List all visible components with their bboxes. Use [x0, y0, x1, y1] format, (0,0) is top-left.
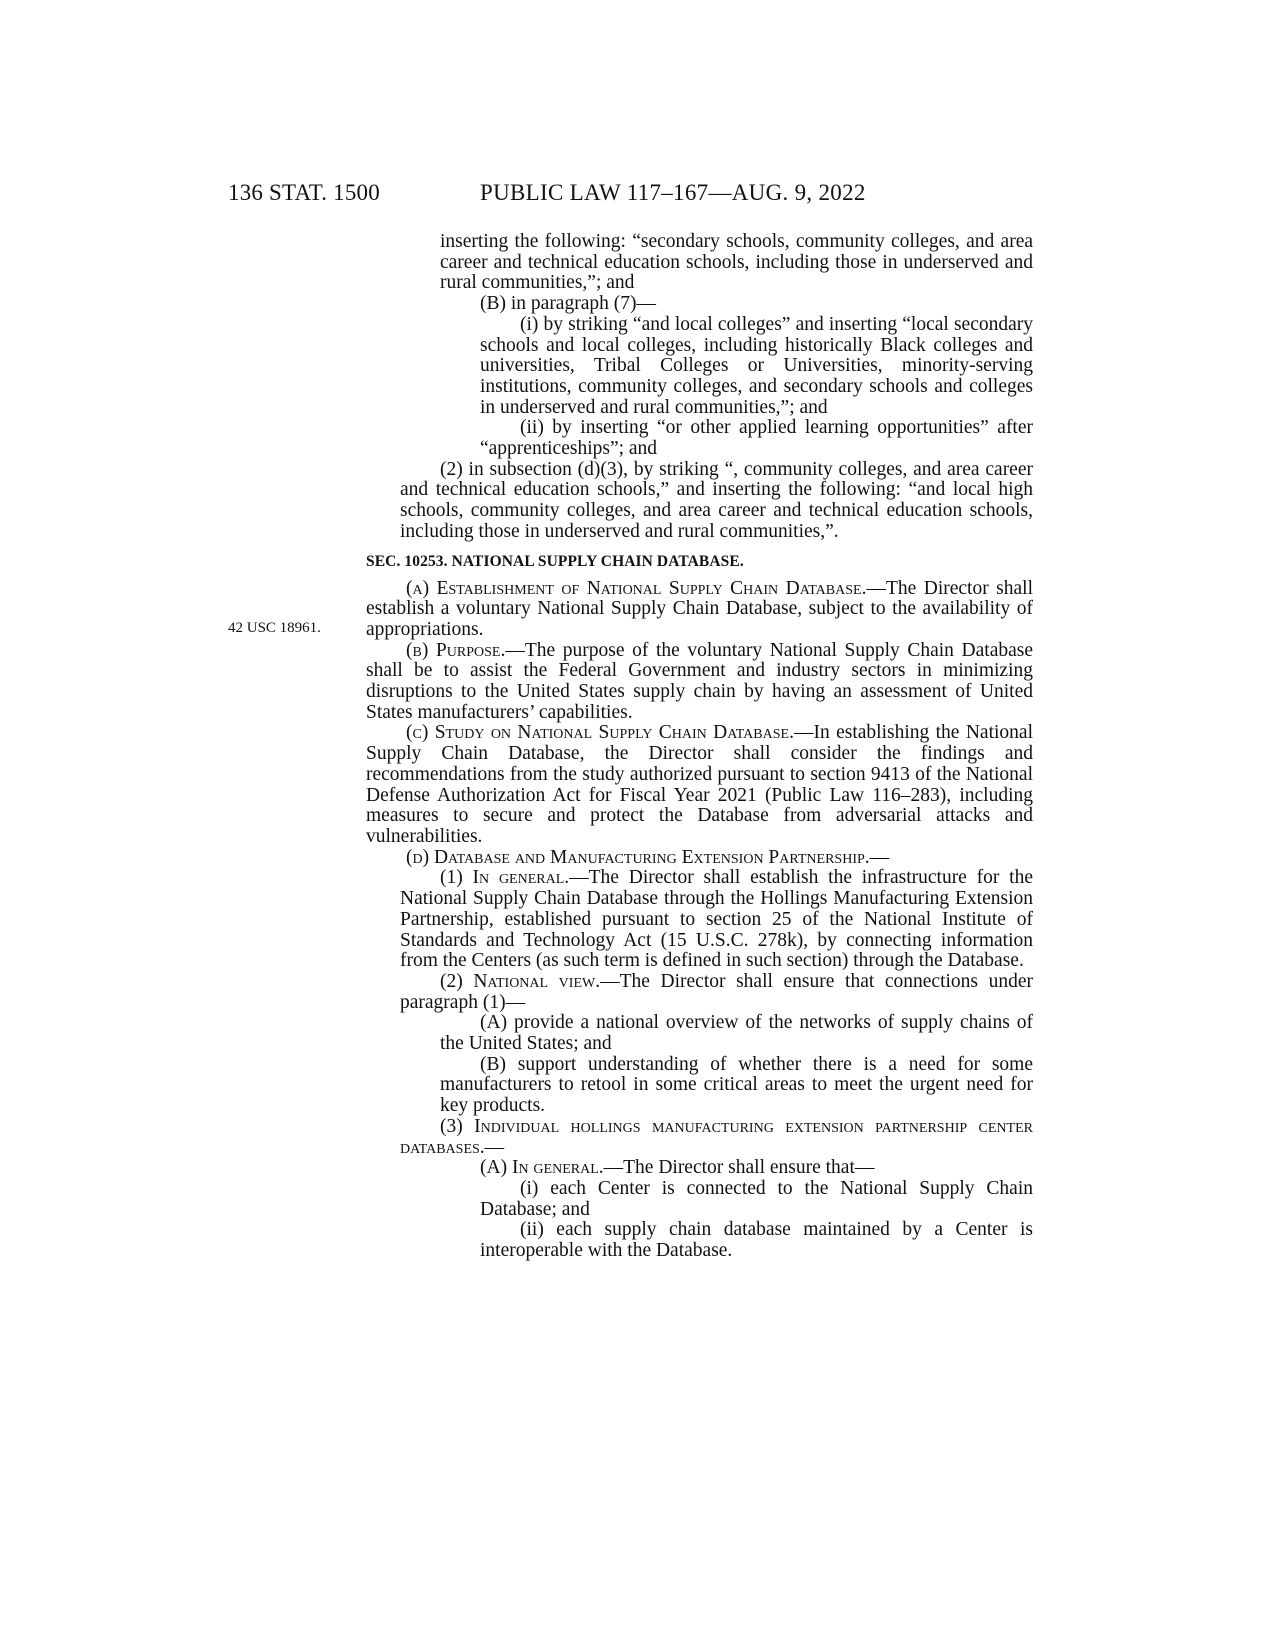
subparagraph-d3A: [440, 1158, 1033, 1179]
paragraph-d3-heading: (3) Individual hollings manufacturing extension partnership center databases.—: [400, 1115, 1033, 1158]
section-heading: SEC. 10253. NATIONAL SUPPLY CHAIN DATABASE.: [366, 552, 744, 570]
paragraph-d2-heading: (2) National view.—: [440, 970, 620, 992]
paragraph-d2-text: The Director shall ensure that connections under paragraph (1)—: [400, 970, 1034, 1013]
subsection-a: [366, 579, 1033, 641]
subparagraph-d3A-text: The Director shall ensure that—: [623, 1157, 875, 1179]
clause-d3Aii: (ii) each supply chain database maintained by a Center is interoperable with the Database.: [480, 1219, 1033, 1262]
subsection-c: [366, 723, 1033, 847]
paragraph-d1: [400, 868, 1033, 972]
paragraph-2: (2) in subsection (d)(3), by striking “, community colleges, and area career and technical education schools,” and inserting the following: “and local high schools, community colleges, and area career and technical education schools, including those in underserved and rural communities,”.: [400, 458, 1033, 542]
page-header: [0, 180, 1275, 220]
clause-ii: (ii) by inserting “or other applied learning opportunities” after “apprenticeships”; and: [480, 417, 1033, 460]
clause-d3Ai: (i) each Center is connected to the National Supply Chain Database; and: [480, 1177, 1033, 1220]
document-body: [366, 231, 1034, 1262]
subsection-a-text: The Director shall establish a voluntary National Supply Chain Database, subject to the availability of appropriations.: [366, 577, 1033, 640]
subparagraph-d3A-heading: (A) In general.—: [480, 1157, 624, 1179]
paragraph-B: (B) in paragraph (7)—: [480, 293, 656, 315]
subsection-b-heading: (b) Purpose.—: [406, 639, 525, 661]
subsection-c-text: In establishing the National Supply Chain Database, the Director shall consider the findings and recommendations from the study authorized pursuant to section 9413 of the National Defense Authorization Act for Fiscal Year 2021 (Public Law 116–283), including measures to secure and protect the Database from adversarial attacks and vulnerabilities.: [366, 722, 1033, 847]
paragraph-d1-heading: (1) In general.—: [440, 867, 589, 889]
page-reference: 136 STAT. 1500: [228, 180, 380, 205]
paragraph-d2: [400, 972, 1033, 1013]
subsection-d: [366, 848, 1033, 869]
clause-i: (i) by striking “and local colleges” and inserting “local secondary schools and local colleges, including historically Black colleges and universities, Tribal Colleges or Universities, minority-serving institutions, community colleges, and secondary schools and colleges in underserved and rural communities,”; and: [480, 313, 1033, 418]
paragraph-continued: inserting the following: “secondary schools, community colleges, and area career and technical education schools, including those in underserved and rural communities,”; and: [440, 231, 1033, 294]
subsection-d-heading: (d) Database and Manufacturing Extension Partnership.—: [406, 846, 890, 868]
paragraph-d1-text: The Director shall establish the infrastructure for the National Supply Chain Database through the Hollings Manufacturing Extension Partnership, established pursuant to section 25 of the National Institute of Standards and Technology Act (15 U.S.C. 278k), by connecting information from the Centers (as such term is defined in such section) through the Database.: [400, 867, 1033, 972]
margin-citation: 42 USC 18961.: [228, 620, 321, 636]
subsection-b-text: The purpose of the voluntary National Supply Chain Database shall be to assist the Federal Government and industry sectors in minimizing disruptions to the United States supply chain by having an assessment of United States manufacturers’ capabilities.: [366, 639, 1033, 723]
subsection-c-heading: (c) Study on National Supply Chain Database.—: [406, 722, 814, 744]
subparagraph-d2A: (A) provide a national overview of the networks of supply chains of the United States; and: [440, 1012, 1033, 1055]
subsection-b: [366, 641, 1033, 724]
subsection-a-heading: (a) Establishment of National Supply Chain Database.—: [406, 577, 886, 599]
running-head: PUBLIC LAW 117–167—AUG. 9, 2022: [480, 180, 866, 205]
subparagraph-d2B: (B) support understanding of whether there is a need for some manufacturers to retool in some critical areas to meet the urgent need for key products.: [440, 1053, 1033, 1117]
